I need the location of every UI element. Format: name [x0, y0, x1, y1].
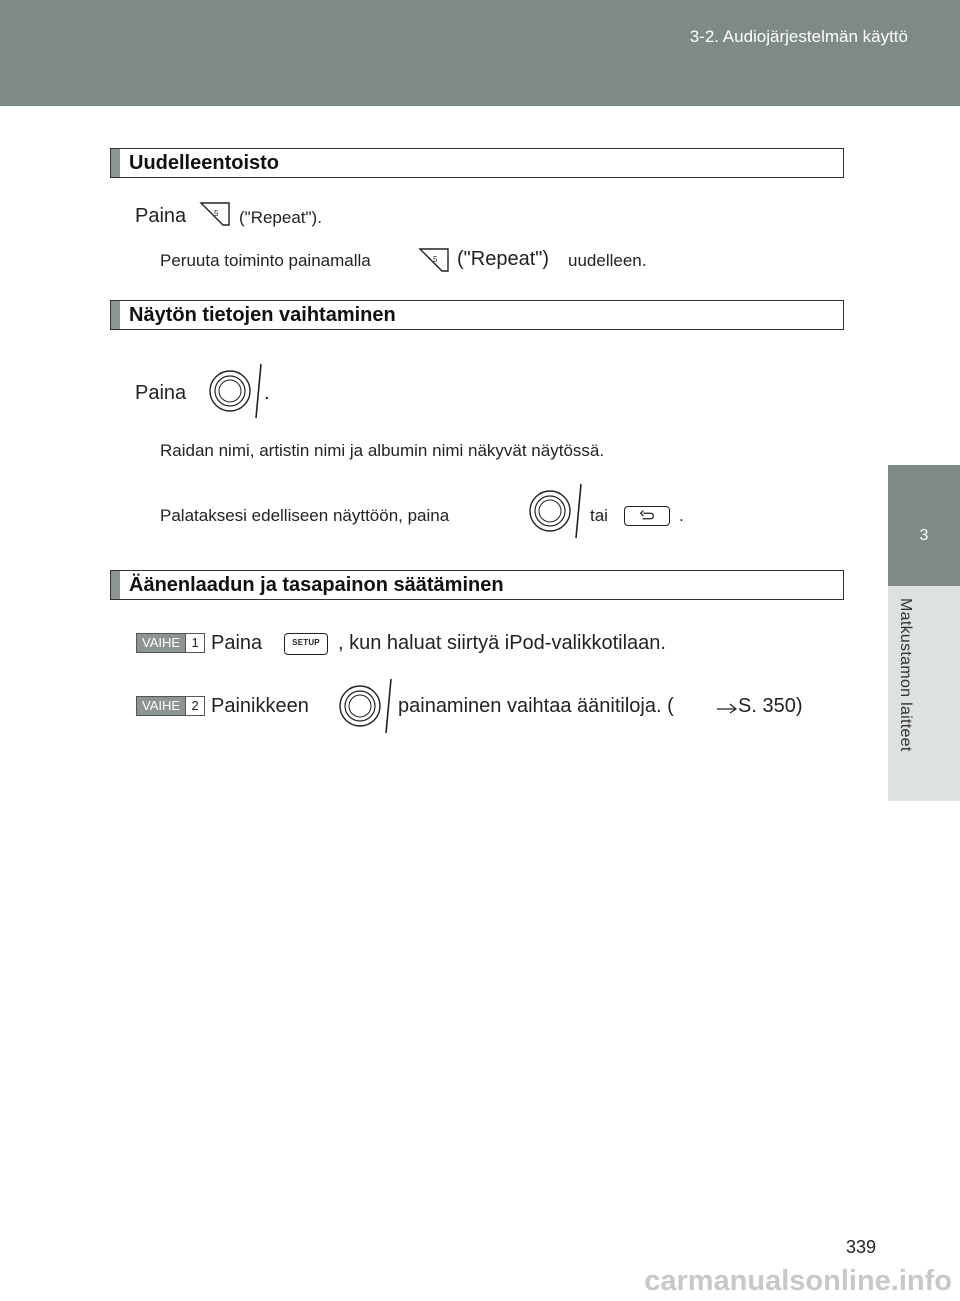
chapter-tab-label: Matkustamon laitteet	[897, 598, 914, 752]
preset-5-button-icon	[199, 201, 231, 227]
instruction-press: Paina	[135, 205, 187, 227]
right-arrow-icon	[716, 701, 738, 715]
step1-press: Paina	[211, 632, 263, 654]
step1-text: , kun haluat siirtyä iPod-valikkotilaan.	[338, 632, 666, 654]
display-note: Raidan nimi, artistin nimi ja albumin nimi näkyvät näytössä.	[160, 441, 605, 460]
or-word: tai	[590, 506, 608, 525]
period: .	[679, 506, 684, 525]
tune-knob-icon	[205, 362, 267, 420]
top-header-bar	[0, 0, 960, 106]
step2-text: painaminen vaihtaa äänitiloja. (	[398, 695, 674, 717]
section-header-repeat	[110, 148, 844, 178]
page-reference: S. 350)	[738, 695, 803, 717]
step-number: 1	[185, 634, 204, 652]
section-header-display	[110, 300, 844, 330]
setup-button-icon	[284, 633, 328, 655]
section-title: Uudelleentoisto	[129, 152, 280, 174]
section-title: Äänenlaadun ja tasapainon säätäminen	[129, 574, 504, 596]
section-header-sound	[110, 570, 844, 600]
repeat-label: ("Repeat")	[457, 248, 550, 270]
return-note: Palataksesi edelliseen näyttöön, paina	[160, 506, 450, 525]
back-arrow-icon	[624, 506, 670, 526]
page-number: 339	[845, 1237, 876, 1257]
section-header-accent	[111, 571, 120, 599]
step-badge-1	[136, 633, 205, 653]
cancel-note: Peruuta toiminto painamalla	[160, 251, 371, 270]
period: .	[264, 382, 270, 404]
tune-knob-icon	[335, 677, 397, 735]
chapter-number: 3	[919, 527, 929, 544]
step2-press: Painikkeen	[211, 695, 309, 717]
chapter-heading: 3-2. Audiojärjestelmän käyttö	[689, 27, 908, 46]
watermark: carmanualsonline.info	[644, 1265, 952, 1297]
section-header-accent	[111, 301, 120, 329]
preset-5-button-icon	[418, 247, 450, 273]
preset-number: 5	[214, 209, 219, 218]
step-number: 2	[185, 697, 204, 715]
step-badge-2	[136, 696, 205, 716]
chapter-tab	[888, 465, 960, 586]
section-header-accent	[111, 149, 120, 177]
instruction-press: Paina	[135, 382, 187, 404]
section-title: Näytön tietojen vaihtaminen	[129, 304, 396, 326]
cancel-note-end: uudelleen.	[568, 251, 647, 270]
step-word: VAIHE	[137, 634, 185, 652]
svg-text:5: 5	[433, 255, 438, 264]
tune-knob-icon	[525, 482, 587, 540]
repeat-label: ("Repeat").	[239, 208, 322, 227]
setup-label: SETUP	[292, 638, 320, 647]
step-word: VAIHE	[137, 697, 185, 715]
